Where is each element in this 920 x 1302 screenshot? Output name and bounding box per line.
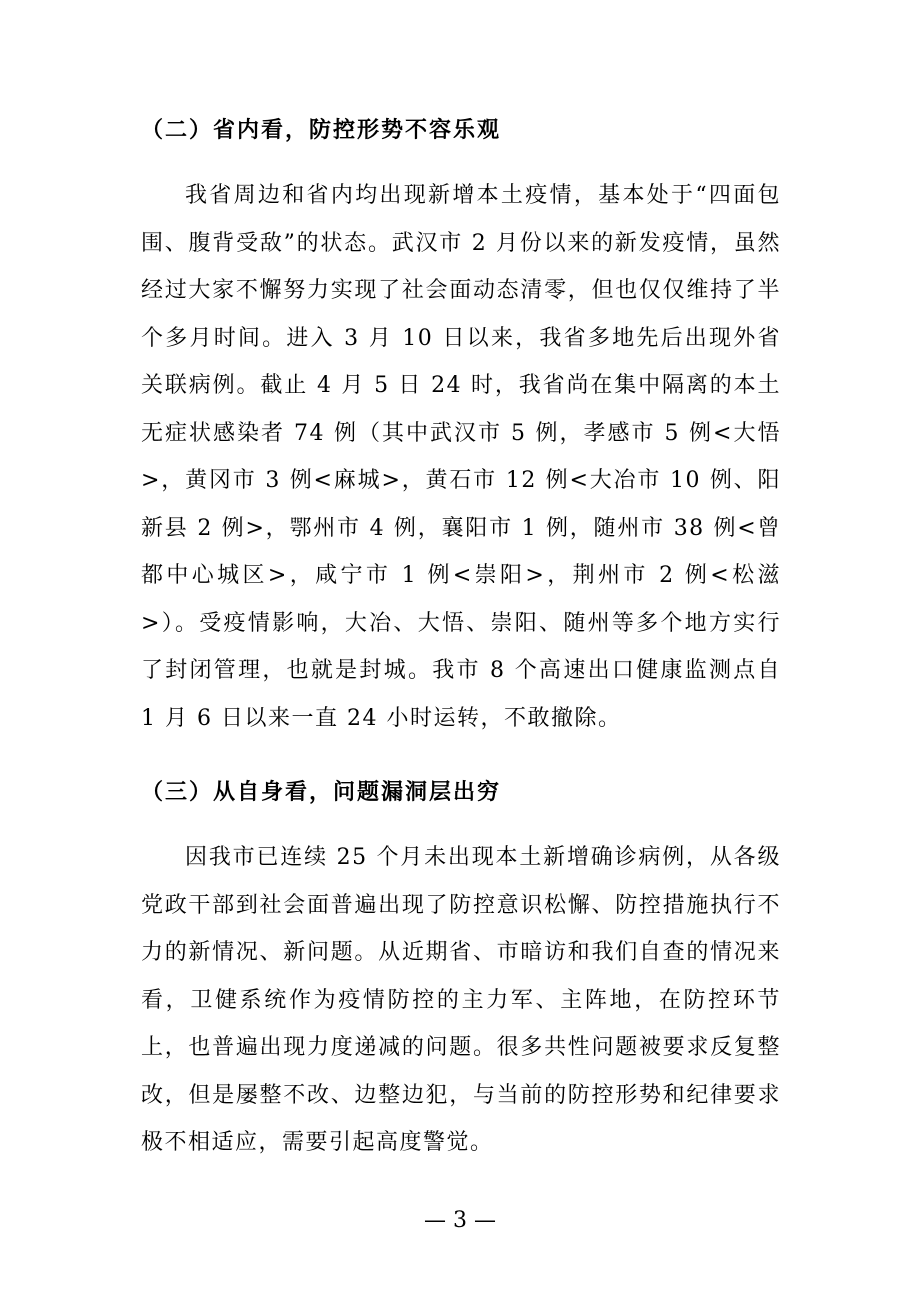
section-heading-3: （三）从自身看，问题漏洞层出穷 [141, 779, 502, 805]
section-paragraph-3: 因我市已连续 25 个月未出现本土新增确诊病例，从各级党政干部到社会面普遍出现了防控意识松懈、防控措施执行不力的新情况、新问题。从近期省、市暗访和我们自查的情况来看，卫健系统作为疫情防控的主力军、主阵地，在防控环节上，也普遍出现力度递减的问题。很多共性问题被要求反复整改，但是屡整不改、边整边犯，与当前的防控形势和纪律要求极不相适应，需要引起高度警觉。 [141, 845, 781, 1155]
page-number: — 3 — [424, 1208, 496, 1233]
section-paragraph-2: 我省周边和省内均出现新增本土疫情，基本处于“四面包围、腹背受敌”的状态。武汉市 2 月份以来的新发疫情，虽然经过大家不懈努力实现了社会面动态清零，但也仅仅维持了半个多月时间。进入 3 月 10 日以来，我省多地先后出现外省关联病例。截止 4 月 5 日 24 时，我省尚在集中隔离的本土无症状感染者 74 例（其中武汉市 5 例，孝感市 5 例<大悟>，黄冈市 3 例<麻城>，黄石市 12 例<大冶市 10 例、阳新县 2 例>，鄂州市 4 例，襄阳市 1 例，随州市 38 例<曾都中心城区>，咸宁市 1 例<崇阳>，荆州市 2 例<松滋>）。受疫情影响，大冶、大悟、崇阳、随州等多个地方实行了封闭管理，也就是封城。我市 8 个高速出口健康监测点自 1 月 6 日以来一直 24 小时运转，不敢撤除。 [141, 183, 781, 731]
section-heading-2: （二）省内看，防控形势不容乐观 [141, 117, 502, 143]
